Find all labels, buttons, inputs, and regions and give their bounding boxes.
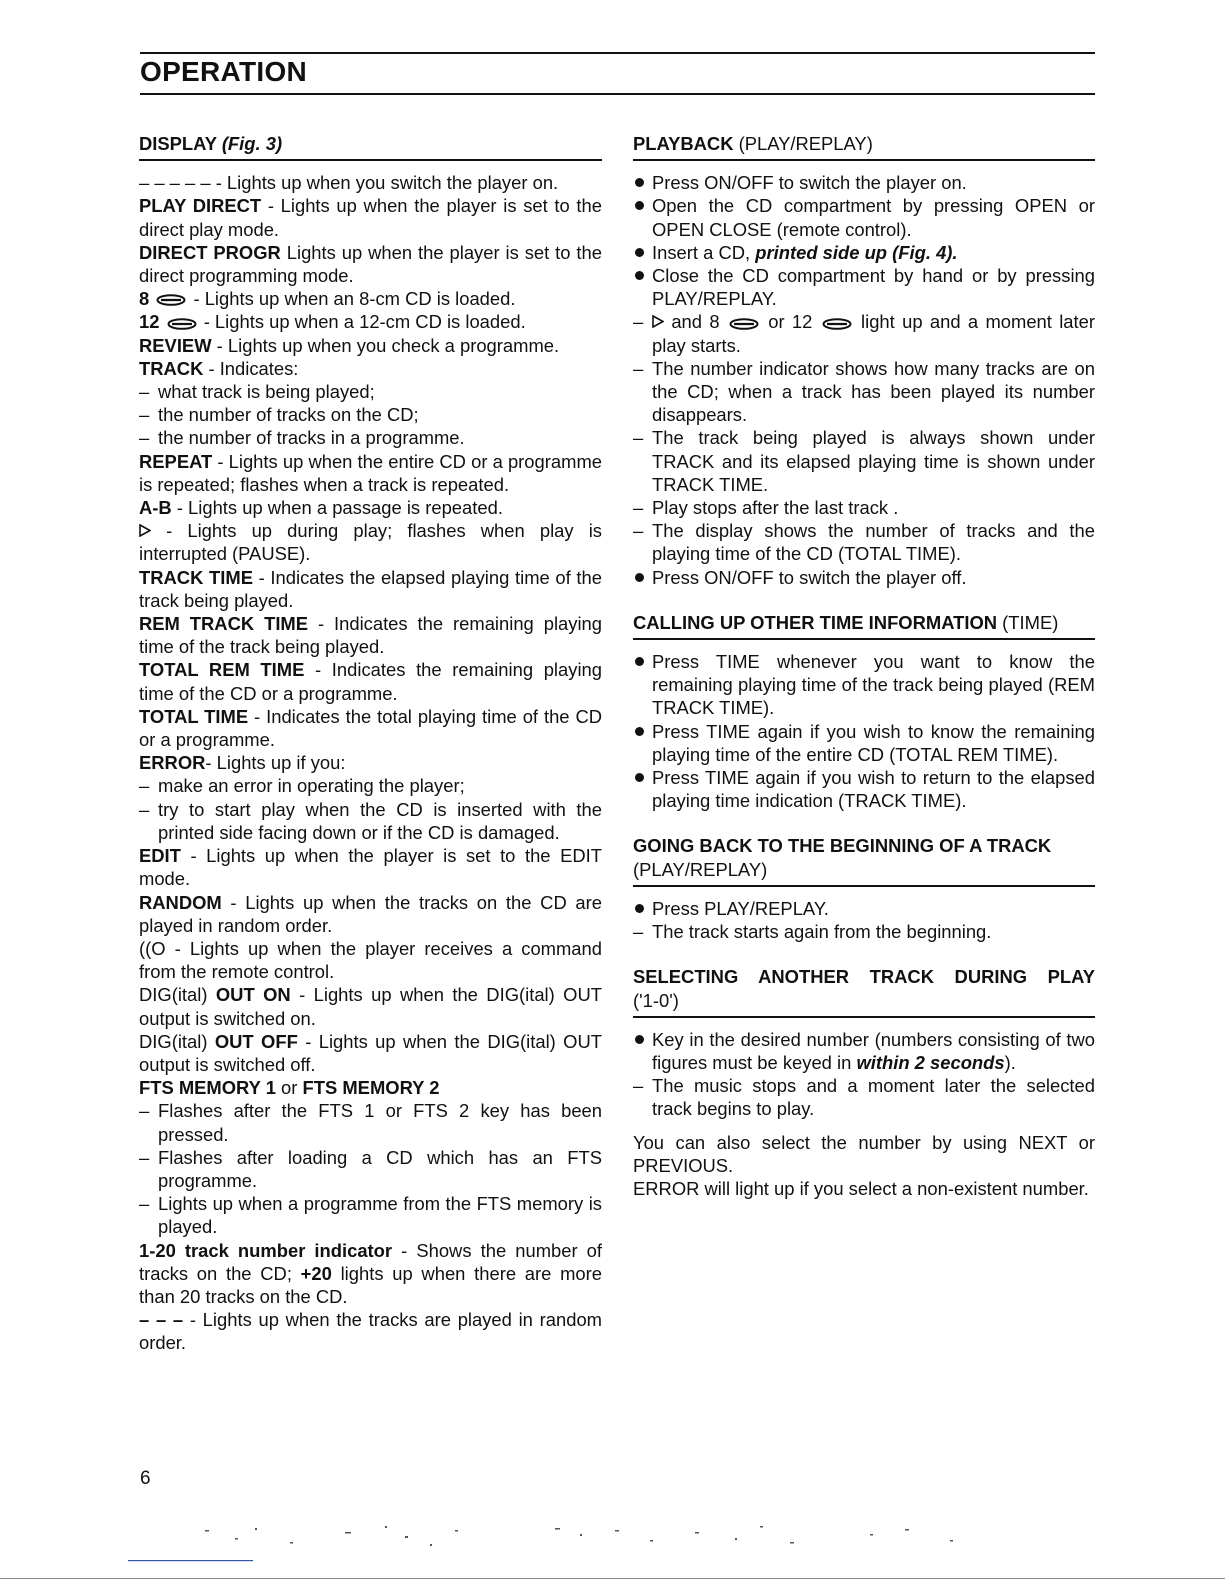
fts-item-text: Lights up when a programme from the FTS memory is played. [158,1193,602,1238]
display-heading [139,132,602,161]
entry-text: or [275,1077,303,1099]
calling-step [633,650,1095,720]
playback-note: – The track being played is always shown under TRACK and its elapsed playing time is shown under TRACK TIME. [633,427,1095,495]
step-text: Open the CD compartment by pressing OPEN or OPEN CLOSE (remote control). [652,195,1095,240]
entry-text: - Lights up when a 12-cm CD is loaded. [198,311,526,333]
playback-note: – Play stops after the last track . [633,497,899,519]
display-entry-play-direct [139,194,602,240]
entry-label: FTS MEMORY 2 [302,1077,440,1099]
playback-heading [633,132,1095,161]
heading-sub: (TIME) [997,611,1059,633]
entry-label: A-B [139,497,172,519]
fts-item-text: Flashes after loading a CD which has an FTS programme. [158,1146,602,1191]
step-text: Insert a CD, [652,241,756,263]
step-emphasis: printed side up (Fig. 4). [755,241,958,263]
entry-label: PLAY DIRECT [139,195,262,217]
entry-label: 1-20 track number indicator [139,1239,393,1261]
entry-text: - Indicates the elapsed playing time of the track being played. [139,566,602,611]
display-entry-fts-memory [139,1076,602,1099]
heading-sub: ('1-0') [633,989,679,1011]
operation-column [633,132,1095,1200]
note-text: The track starts again from the beginning. [652,921,992,943]
play-icon [139,524,151,537]
playback-note: – The display shows the number of tracks and the playing time of the CD (TOTAL TIME). [633,520,1095,565]
entry-text: - Lights up when the tracks on the CD are played in random order. [139,891,602,936]
disc-symbol-icon [729,318,759,330]
note-text: The display shows the number of tracks and the playing time of the CD (TOTAL TIME). [652,520,1095,565]
display-entry-total-time [139,705,602,751]
step-text: Close the CD compartment by hand or by pressing PLAY/REPLAY. [652,265,1095,310]
display-entry-track-time [139,566,602,612]
entry-label: FTS MEMORY 1 [139,1077,276,1099]
display-entry-total-rem-time [139,658,602,704]
entry-text: Lights up when the player is set to the direct programming mode. [139,241,602,287]
entry-label: TRACK [139,357,204,379]
calling-step [633,766,1095,812]
remote-symbol: ((O [139,937,166,959]
header-top-rule [140,52,1095,54]
display-heading-fig: (Fig. 3) [221,133,283,154]
page-number: 6 [140,1468,151,1489]
display-entry-track-indicator [139,1239,602,1309]
entry-text: - Lights up when the player receives a command from the remote control. [139,937,602,983]
display-entry-dashes [139,171,602,194]
selecting-paragraph: You can also select the number by using NEXT or PREVIOUS. [633,1131,1095,1176]
heading-sub: (PLAY/REPLAY) [633,858,768,880]
entry-text: - Lights up when the DIG(ital) OUT output is switched on. [139,984,602,1029]
playback-step [633,264,1095,310]
display-column [139,132,602,1355]
track-item-text: the number of tracks in a programme. [158,427,465,449]
fts-item: – Flashes after loading a CD which has an FTS programme. [139,1146,602,1191]
track-item: – what track is being played; [139,381,375,403]
entry-text: - Shows the number of tracks on the CD; [139,1239,602,1284]
display-entry-repeat [139,450,602,496]
display-entry-review [139,334,602,357]
entry-text: - Lights up when the entire CD or a programme is repeated; flashes when a track is repeated. [139,450,602,495]
track-item-text: the number of tracks on the CD; [158,404,419,426]
playback-step [633,194,1095,240]
entry-text: - Lights up when the tracks are played in random order. [139,1309,602,1354]
playback-step [633,171,1095,194]
playback-step [633,241,1095,264]
display-entry-play-symbol [139,519,602,565]
selecting-heading [633,965,1095,1017]
display-entry-edit [139,844,602,890]
going-back-note: – The track starts again from the beginning. [633,921,992,943]
entry-label: – – – – – - [139,172,227,194]
entry-text: - Indicates: [203,357,299,379]
display-entry-random [139,891,602,937]
disc-symbol-icon [822,318,852,330]
selecting-note: – The music stops and a moment later the selected track begins to play. [633,1075,1095,1120]
note-text: The track being played is always shown under TRACK and its elapsed playing time is shown under TRACK TIME. [652,427,1095,495]
playback-step [633,566,1095,589]
step-text: Key in the desired number (numbers consisting of two figures must be keyed in [652,1028,1095,1073]
entry-label: 12 [139,311,160,333]
playback-note: – The number indicator shows how many tracks are on the CD; when a track has been played its number disappears. [633,357,1095,426]
heading-text: SELECTING ANOTHER TRACK DURING PLAY [633,966,1095,988]
heading-text: GOING BACK TO THE BEGINNING OF A TRACK [633,835,1052,857]
entry-label: DIRECT PROGR [139,241,281,263]
entry-text: - Indicates the remaining playing time of the track being played. [139,613,602,658]
scan-artifacts [0,1520,1225,1585]
entry-text: - Lights up when an 8-cm CD is loaded. [188,288,516,310]
header-bottom-rule [140,93,1095,95]
error-item-text: make an error in operating the player; [158,775,465,797]
disc-symbol-icon [167,318,197,330]
selecting-paragraph: ERROR will light up if you select a non-existent number. [633,1177,1089,1199]
step-text: ). [1004,1051,1016,1073]
entry-label: 8 [139,288,150,310]
step-emphasis: within 2 seconds [856,1051,1005,1073]
entry-text: - Lights up if you: [205,752,346,774]
track-item: – the number of tracks on the CD; [139,404,419,426]
note-text: or 12 [760,311,820,333]
step-text: Press TIME whenever you want to know the remaining playing time of the track being played (REM TRACK TIME). [652,651,1095,719]
note-text: and 8 [664,311,727,333]
entry-text: lights up when there are more than 20 tracks on the CD. [139,1262,602,1307]
entry-label: OUT OFF [214,1030,298,1052]
display-entry-rem-track-time [139,612,602,658]
step-text: Press ON/OFF to switch the player on. [652,172,967,194]
error-item-text: try to start play when the CD is inserted with the printed side facing down or if the CD is damaged. [158,798,602,843]
playback-note: – and 8 or 12 light up and a moment later play starts. [633,311,1095,356]
heading-sub: (PLAY/REPLAY) [733,133,873,154]
fts-item: – Lights up when a programme from the FTS memory is played. [139,1193,602,1238]
entry-label: REM TRACK TIME [139,613,309,635]
entry-text: Lights up when you switch the player on. [226,172,559,194]
selecting-step [633,1028,1095,1074]
fts-item: – Flashes after the FTS 1 or FTS 2 key has been pressed. [139,1100,602,1145]
display-entry-remote [139,937,602,983]
heading-text: PLAYBACK [633,133,734,154]
entry-text: - Lights up when the player is set to the direct play mode. [139,195,602,240]
calling-step [633,720,1095,766]
display-entry-dig-out-on [139,983,602,1029]
going-back-step [633,897,1095,920]
entry-label-prefix: DIG(ital) [139,1030,215,1052]
entry-label: ERROR [139,752,206,774]
display-entry-error [139,751,602,774]
entry-label: REVIEW [139,334,212,356]
note-text: light up and a moment later play starts. [652,311,1095,356]
note-text: The music stops and a moment later the selected track begins to play. [652,1075,1095,1120]
display-entry-12cm [139,310,602,333]
entry-label: OUT ON [215,984,291,1006]
entry-label: – – – [139,1309,190,1331]
fts-item-text: Flashes after the FTS 1 or FTS 2 key has been pressed. [158,1100,602,1145]
display-entry-direct-progr [139,241,602,287]
disc-symbol-icon [156,294,186,306]
entry-text: - Lights up when a passage is repeated. [171,497,503,519]
heading-text: CALLING UP OTHER TIME INFORMATION [633,611,998,633]
step-text: Press PLAY/REPLAY. [652,897,829,919]
entry-text: - Lights up when the DIG(ital) OUT output is switched off. [139,1030,602,1075]
entry-label: TOTAL TIME [139,705,249,727]
page-title: OPERATION [140,56,308,87]
step-text: Press ON/OFF to switch the player off. [652,566,967,588]
entry-text: - Indicates the total playing time of the CD or a programme. [139,705,603,751]
entry-label: TOTAL REM TIME [139,659,305,681]
entry-text: - Lights up when you check a programme. [211,334,560,356]
display-entry-a-b [139,496,602,519]
entry-label: +20 [300,1262,332,1284]
display-entry-8cm [139,287,602,310]
track-item: – the number of tracks in a programme. [139,427,465,449]
display-entry-random-dashes [139,1308,602,1354]
entry-label: RANDOM [139,891,222,913]
entry-text: - Indicates the remaining playing time of the CD or a programme. [139,659,602,704]
note-text: Play stops after the last track . [652,497,899,519]
display-entry-track [139,357,602,380]
step-text: Press TIME again if you wish to know the remaining playing time of the entire CD (TOTAL REM TIME). [652,720,1095,765]
step-text: Press TIME again if you wish to return to the elapsed playing time indication (TRACK TIME). [652,767,1095,812]
entry-text: - Lights up when the player is set to the EDIT mode. [139,845,602,890]
entry-label: REPEAT [139,450,213,472]
entry-text: - Lights up during play; flashes when play is interrupted (PAUSE). [139,520,602,565]
error-item: – make an error in operating the player; [139,775,465,797]
entry-label: EDIT [139,845,181,867]
entry-label: TRACK TIME [139,566,253,588]
error-item: – try to start play when the CD is inserted with the printed side facing down or if the CD is damaged. [139,798,602,843]
entry-label-prefix: DIG(ital) [139,984,216,1006]
display-entry-dig-out-off [139,1030,602,1076]
track-item-text: what track is being played; [158,381,375,403]
note-text: The number indicator shows how many tracks are on the CD; when a track has been played its number disappears. [652,357,1095,426]
calling-heading [633,611,1095,640]
play-icon [652,315,664,328]
display-heading-text: DISPLAY [139,133,217,154]
going-back-heading [633,834,1095,886]
